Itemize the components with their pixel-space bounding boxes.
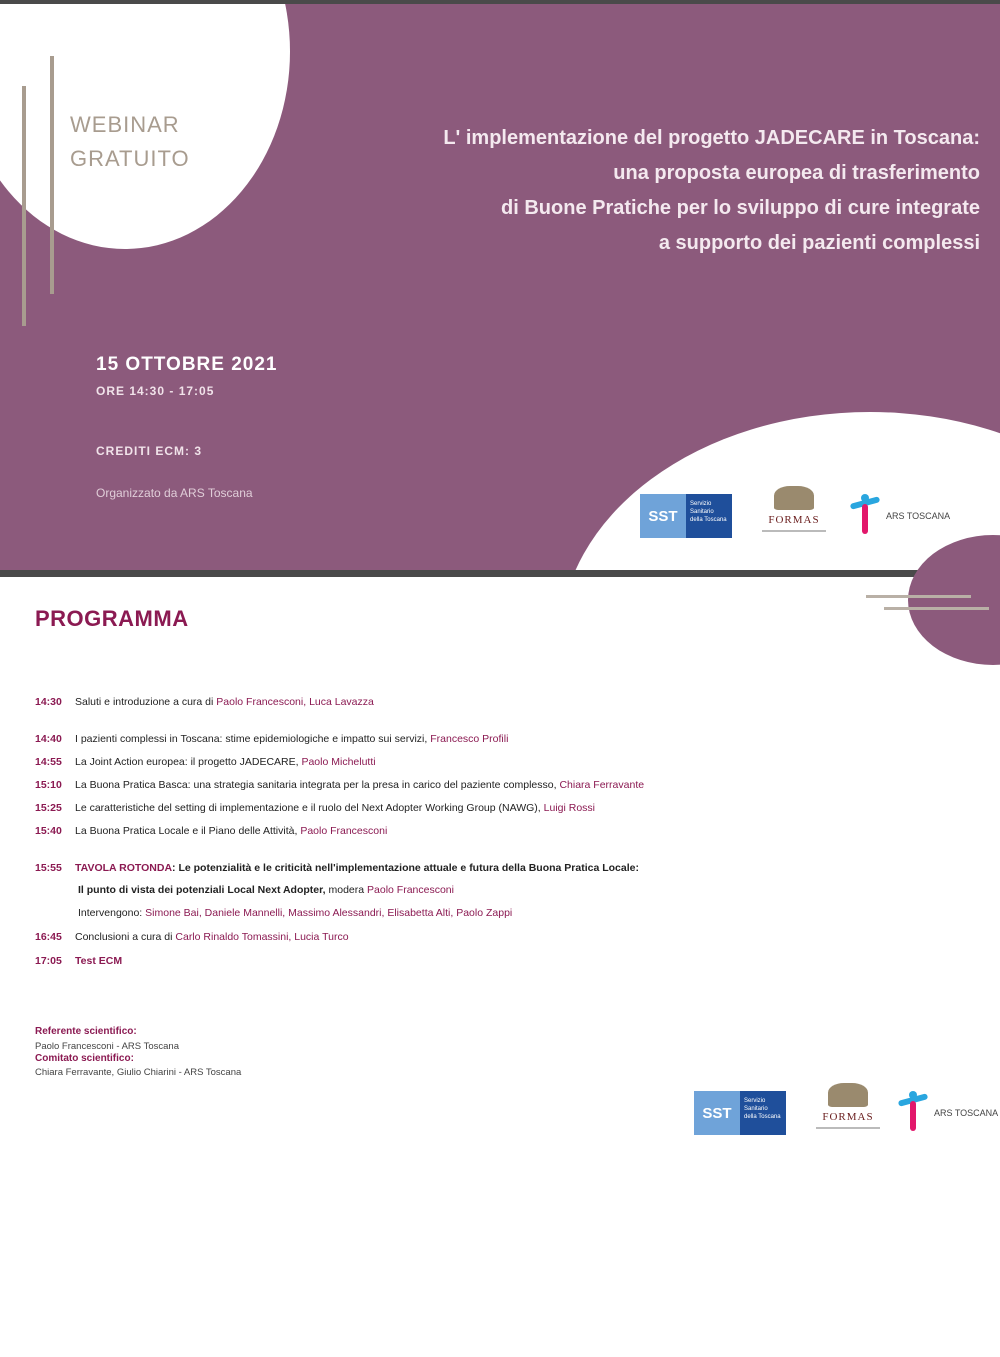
item-text: Test ECM — [75, 955, 123, 967]
header-banner — [0, 4, 1000, 570]
formas-divider — [816, 1127, 880, 1129]
programma-item — [35, 802, 595, 814]
programma-item — [35, 696, 374, 708]
ref-value: Paolo Francesconi - ARS Toscana — [35, 1041, 179, 1052]
decorative-line — [884, 607, 989, 610]
item-people: Carlo Rinaldo Tomassini, Lucia Turco — [175, 931, 349, 943]
programma-item — [35, 779, 644, 791]
programma-item — [35, 756, 376, 768]
event-time: ORE 14:30 - 17:05 — [96, 384, 215, 398]
logo-row-bottom — [694, 1083, 998, 1143]
decorative-line — [22, 86, 26, 326]
item-time: 17:05 — [35, 955, 62, 967]
item-text: modera — [328, 884, 368, 896]
formas-text: FORMAS — [768, 514, 820, 526]
decorative-line — [50, 56, 54, 294]
item-time: 15:55 — [35, 862, 62, 874]
item-text: La Joint Action europea: il progetto JADECARE, — [75, 756, 302, 768]
item-time: 15:40 — [35, 825, 62, 837]
ref-label: Referente scientifico: — [35, 1026, 137, 1037]
round-table-item — [35, 862, 639, 874]
item-text: Il punto di vista dei potenziali Local Next Adopter, — [78, 884, 329, 896]
formas-divider — [762, 530, 826, 532]
ars-figure-icon — [850, 494, 880, 538]
title-line: una proposta europea di trasferimento — [613, 162, 980, 184]
item-time: 14:30 — [35, 696, 62, 708]
ssr-text: Servizio Sanitario della Toscana — [740, 1091, 786, 1135]
item-time: 14:55 — [35, 756, 62, 768]
programma-item — [35, 931, 349, 943]
item-text: Le caratteristiche del setting di implementazione e il ruolo del Next Adopter Working Group (NAWG), — [75, 802, 544, 814]
crest-icon — [774, 486, 814, 510]
crest-icon — [828, 1083, 868, 1107]
organizer-text: Organizzato da ARS Toscana — [96, 486, 253, 500]
title-line: di Buone Pratiche per lo sviluppo di cure integrate — [501, 197, 980, 219]
event-date: 15 OTTOBRE 2021 — [96, 354, 278, 375]
programma-title: PROGRAMMA — [35, 606, 189, 631]
ars-logo — [898, 1091, 998, 1135]
item-people: Paolo Francesconi — [367, 884, 454, 896]
item-time: 15:25 — [35, 802, 62, 814]
ars-figure-icon — [898, 1091, 928, 1135]
item-text: La Buona Pratica Locale e il Piano delle Attività, — [75, 825, 301, 837]
section-divider — [0, 570, 1000, 577]
event-title — [280, 121, 980, 261]
item-text: Intervengono: — [78, 907, 146, 919]
ssr-logo — [640, 494, 732, 538]
item-time: 15:10 — [35, 779, 62, 791]
item-text: : Le potenzialità e le criticità nell'implementazione attuale e futura della Buona Pratica Locale: — [172, 862, 639, 874]
formas-text: FORMAS — [822, 1111, 874, 1123]
ars-text: ARS TOSCANA — [886, 511, 951, 521]
item-text: Conclusioni a cura di — [75, 931, 176, 943]
programma-item — [35, 955, 122, 967]
webinar-line: GRATUITO — [70, 146, 190, 171]
round-table-line — [78, 907, 512, 919]
ssr-mark: SST — [640, 494, 686, 538]
item-people: Simone Bai, Daniele Mannelli, Massimo Alessandri, Elisabetta Alti, Paolo Zappi — [145, 907, 513, 919]
title-line: a supporto dei pazienti complessi — [658, 232, 980, 254]
ssr-text: Servizio Sanitario della Toscana — [686, 494, 732, 538]
item-time: 14:40 — [35, 733, 62, 745]
round-table-line — [78, 884, 454, 896]
item-text: Saluti e introduzione a cura di — [75, 696, 217, 708]
formas-logo — [754, 486, 834, 546]
item-time: 16:45 — [35, 931, 62, 943]
committee-value: Chiara Ferravante, Giulio Chiarini - ARS Toscana — [35, 1067, 242, 1078]
ssr-logo — [694, 1091, 786, 1135]
item-people: Paolo Michelutti — [301, 756, 376, 768]
webinar-line: WEBINAR — [70, 112, 180, 137]
ars-text: ARS TOSCANA — [934, 1108, 999, 1118]
ecm-credits: CREDITI ECM: 3 — [96, 444, 203, 458]
item-text: La Buona Pratica Basca: una strategia sanitaria integrata per la presa in carico del paziente complesso, — [75, 779, 560, 791]
item-people: Paolo Francesconi, Luca Lavazza — [216, 696, 374, 708]
webinar-label — [70, 108, 220, 176]
programma-item — [35, 733, 508, 745]
committee-label: Comitato scientifico: — [35, 1053, 134, 1064]
item-people: Chiara Ferravante — [559, 779, 645, 791]
item-text: I pazienti complessi in Toscana: stime epidemiologiche e impatto sui servizi, — [75, 733, 431, 745]
item-people: Paolo Francesconi — [300, 825, 388, 837]
formas-logo — [808, 1083, 888, 1143]
logo-row — [640, 486, 950, 546]
round-table-label: TAVOLA ROTONDA — [75, 862, 173, 874]
programma-item — [35, 825, 387, 837]
item-people: Francesco Profili — [430, 733, 509, 745]
decorative-line — [866, 595, 971, 598]
title-line: L' implementazione del progetto JADECARE in Toscana: — [443, 127, 980, 149]
ars-logo — [850, 494, 950, 538]
item-people: Luigi Rossi — [543, 802, 595, 814]
ssr-mark: SST — [694, 1091, 740, 1135]
